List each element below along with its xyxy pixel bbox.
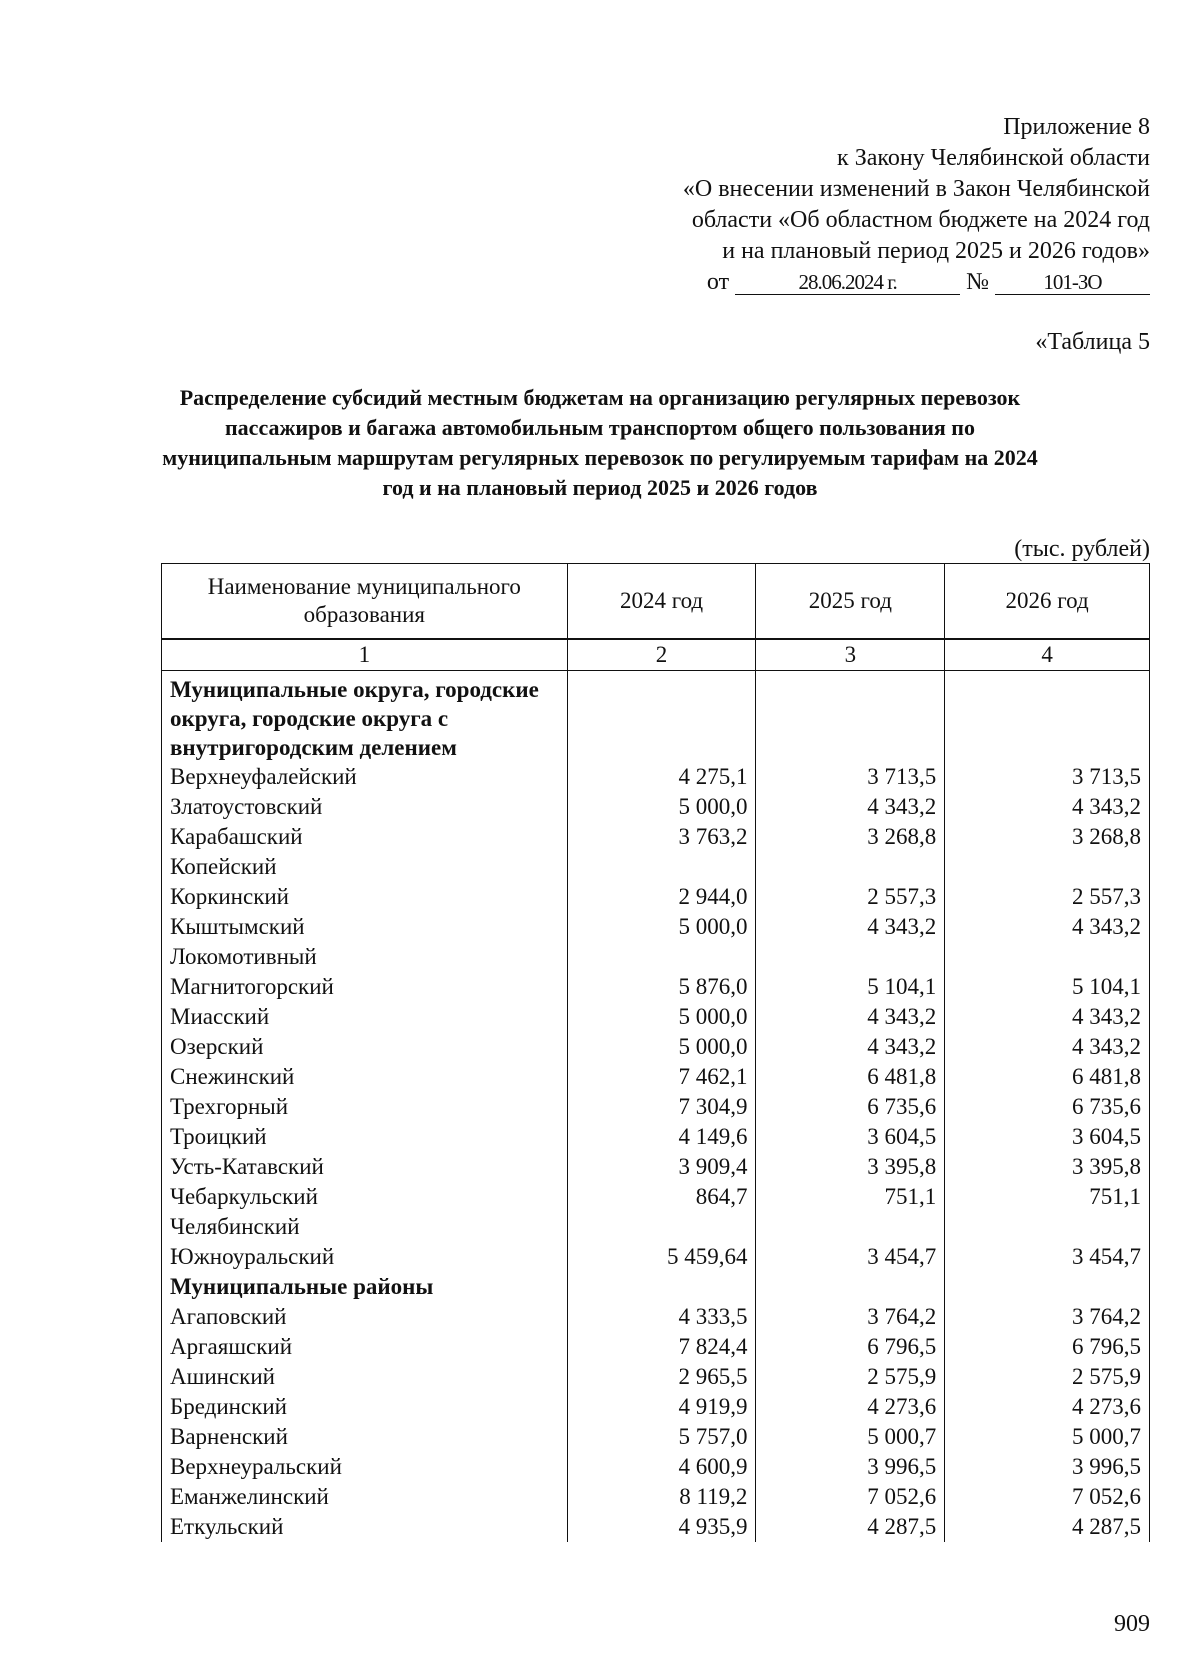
municipality-cell: Агаповский bbox=[162, 1302, 568, 1332]
municipality-cell: Еманжелинский bbox=[162, 1482, 568, 1512]
value-2025-cell: 4 343,2 bbox=[756, 1032, 945, 1062]
municipality-cell: Копейский bbox=[162, 852, 568, 882]
municipality-cell: Трехгорный bbox=[162, 1092, 568, 1122]
value-2025-cell: 3 395,8 bbox=[756, 1152, 945, 1182]
value-2026-cell: 3 268,8 bbox=[945, 822, 1150, 852]
municipality-cell: Аргаяшский bbox=[162, 1332, 568, 1362]
value-2026-cell: 6 735,6 bbox=[945, 1092, 1150, 1122]
value-2026-cell: 4 343,2 bbox=[945, 1032, 1150, 1062]
municipality-cell: Карабашский bbox=[162, 822, 568, 852]
municipality-cell: Миасский bbox=[162, 1002, 568, 1032]
law-number: 101-ЗО bbox=[995, 270, 1150, 295]
value-2024-cell: 5 000,0 bbox=[567, 1032, 756, 1062]
value-2026-cell: 3 713,5 bbox=[945, 762, 1150, 792]
column-header-2024: 2024 год bbox=[567, 564, 756, 640]
value-2026-cell: 4 273,6 bbox=[945, 1392, 1150, 1422]
municipality-cell: Южноуральский bbox=[162, 1242, 568, 1272]
table-row bbox=[162, 1182, 1150, 1212]
value-2024-cell: 4 275,1 bbox=[567, 762, 756, 792]
value-2025-cell: 4 287,5 bbox=[756, 1512, 945, 1542]
value-2025-cell bbox=[756, 671, 945, 763]
municipality-cell: Снежинский bbox=[162, 1062, 568, 1092]
value-2025-cell: 2 557,3 bbox=[756, 882, 945, 912]
table-body bbox=[162, 671, 1150, 1543]
value-2026-cell: 5 000,7 bbox=[945, 1422, 1150, 1452]
municipality-cell: Ашинский bbox=[162, 1362, 568, 1392]
table-row bbox=[162, 1392, 1150, 1422]
appendix-header bbox=[590, 112, 1150, 298]
law-date: 28.06.2024 г. bbox=[735, 270, 960, 295]
value-2025-cell: 3 268,8 bbox=[756, 822, 945, 852]
value-2026-cell: 5 104,1 bbox=[945, 972, 1150, 1002]
value-2026-cell: 3 764,2 bbox=[945, 1302, 1150, 1332]
appendix-date-line bbox=[590, 267, 1150, 298]
value-2025-cell bbox=[756, 1212, 945, 1242]
value-2026-cell: 751,1 bbox=[945, 1182, 1150, 1212]
table-row bbox=[162, 972, 1150, 1002]
value-2026-cell: 6 796,5 bbox=[945, 1332, 1150, 1362]
table-group-row bbox=[162, 671, 1150, 763]
value-2024-cell bbox=[567, 1212, 756, 1242]
table-row bbox=[162, 1212, 1150, 1242]
value-2026-cell bbox=[945, 671, 1150, 763]
value-2024-cell bbox=[567, 852, 756, 882]
value-2025-cell: 5 104,1 bbox=[756, 972, 945, 1002]
appendix-law-name-3: и на плановый период 2025 и 2026 годов» bbox=[722, 238, 1150, 264]
table-row bbox=[162, 1062, 1150, 1092]
municipality-cell: Брединский bbox=[162, 1392, 568, 1422]
value-2024-cell bbox=[567, 1272, 756, 1302]
table-row bbox=[162, 822, 1150, 852]
value-2024-cell: 4 600,9 bbox=[567, 1452, 756, 1482]
value-2026-cell bbox=[945, 942, 1150, 972]
value-2024-cell bbox=[567, 942, 756, 972]
municipality-cell: Троицкий bbox=[162, 1122, 568, 1152]
table-header-row bbox=[162, 564, 1150, 640]
value-2025-cell: 3 764,2 bbox=[756, 1302, 945, 1332]
value-2024-cell: 8 119,2 bbox=[567, 1482, 756, 1512]
value-2024-cell: 7 824,4 bbox=[567, 1332, 756, 1362]
column-number: 3 bbox=[756, 639, 945, 671]
municipality-cell: Еткульский bbox=[162, 1512, 568, 1542]
value-2026-cell: 6 481,8 bbox=[945, 1062, 1150, 1092]
value-2024-cell: 5 459,64 bbox=[567, 1242, 756, 1272]
table-row bbox=[162, 1122, 1150, 1152]
municipality-cell: Коркинский bbox=[162, 882, 568, 912]
units-label: (тыс. рублей) bbox=[1014, 536, 1150, 562]
table-group-row bbox=[162, 1272, 1150, 1302]
table-row bbox=[162, 1422, 1150, 1452]
value-2025-cell: 2 575,9 bbox=[756, 1362, 945, 1392]
value-2024-cell: 4 149,6 bbox=[567, 1122, 756, 1152]
value-2025-cell: 3 713,5 bbox=[756, 762, 945, 792]
table-row bbox=[162, 1482, 1150, 1512]
value-2026-cell: 3 454,7 bbox=[945, 1242, 1150, 1272]
value-2026-cell: 2 557,3 bbox=[945, 882, 1150, 912]
value-2025-cell: 3 454,7 bbox=[756, 1242, 945, 1272]
table-row bbox=[162, 1332, 1150, 1362]
municipality-cell: Усть-Катавский bbox=[162, 1152, 568, 1182]
value-2026-cell: 3 604,5 bbox=[945, 1122, 1150, 1152]
municipality-cell: Варненский bbox=[162, 1422, 568, 1452]
table-row bbox=[162, 1152, 1150, 1182]
municipality-cell: Локомотивный bbox=[162, 942, 568, 972]
value-2025-cell bbox=[756, 852, 945, 882]
value-2024-cell: 5 000,0 bbox=[567, 1002, 756, 1032]
value-2024-cell: 2 965,5 bbox=[567, 1362, 756, 1392]
column-header-municipality: Наименование муниципального образования bbox=[162, 564, 568, 640]
municipality-cell: Муниципальные районы bbox=[162, 1272, 568, 1302]
municipality-cell: Кыштымский bbox=[162, 912, 568, 942]
municipality-cell: Магнитогорский bbox=[162, 972, 568, 1002]
municipality-cell: Муниципальные округа, городские округа, городские округа с внутригородским делением bbox=[162, 671, 568, 763]
value-2025-cell: 4 273,6 bbox=[756, 1392, 945, 1422]
municipality-cell: Челябинский bbox=[162, 1212, 568, 1242]
value-2025-cell: 7 052,6 bbox=[756, 1482, 945, 1512]
table-row bbox=[162, 912, 1150, 942]
value-2024-cell: 4 333,5 bbox=[567, 1302, 756, 1332]
municipality-cell: Верхнеуральский bbox=[162, 1452, 568, 1482]
value-2024-cell bbox=[567, 671, 756, 763]
value-2025-cell: 4 343,2 bbox=[756, 792, 945, 822]
value-2025-cell bbox=[756, 942, 945, 972]
table-row bbox=[162, 1032, 1150, 1062]
value-2024-cell: 3 909,4 bbox=[567, 1152, 756, 1182]
value-2026-cell bbox=[945, 1272, 1150, 1302]
appendix-law-ref: к Закону Челябинской области bbox=[837, 145, 1150, 171]
value-2025-cell: 6 796,5 bbox=[756, 1332, 945, 1362]
value-2025-cell: 4 343,2 bbox=[756, 912, 945, 942]
value-2026-cell: 4 343,2 bbox=[945, 912, 1150, 942]
table-row bbox=[162, 762, 1150, 792]
value-2024-cell: 5 757,0 bbox=[567, 1422, 756, 1452]
value-2024-cell: 4 919,9 bbox=[567, 1392, 756, 1422]
column-number: 4 bbox=[945, 639, 1150, 671]
value-2024-cell: 5 876,0 bbox=[567, 972, 756, 1002]
municipality-cell: Чебаркульский bbox=[162, 1182, 568, 1212]
value-2024-cell: 4 935,9 bbox=[567, 1512, 756, 1542]
value-2026-cell: 4 343,2 bbox=[945, 792, 1150, 822]
column-header-2026: 2026 год bbox=[945, 564, 1150, 640]
table-row bbox=[162, 1362, 1150, 1392]
value-2025-cell: 3 604,5 bbox=[756, 1122, 945, 1152]
table-row bbox=[162, 1302, 1150, 1332]
table-row bbox=[162, 882, 1150, 912]
column-number: 1 bbox=[162, 639, 568, 671]
value-2024-cell: 5 000,0 bbox=[567, 912, 756, 942]
column-header-2025: 2025 год bbox=[756, 564, 945, 640]
value-2024-cell: 5 000,0 bbox=[567, 792, 756, 822]
table-label: «Таблица 5 bbox=[1035, 329, 1150, 355]
table-row bbox=[162, 792, 1150, 822]
value-2025-cell: 6 735,6 bbox=[756, 1092, 945, 1122]
value-2025-cell: 3 996,5 bbox=[756, 1452, 945, 1482]
municipality-cell: Озерский bbox=[162, 1032, 568, 1062]
value-2026-cell: 7 052,6 bbox=[945, 1482, 1150, 1512]
value-2026-cell: 4 287,5 bbox=[945, 1512, 1150, 1542]
value-2025-cell bbox=[756, 1272, 945, 1302]
value-2026-cell: 3 395,8 bbox=[945, 1152, 1150, 1182]
table-row bbox=[162, 1092, 1150, 1122]
value-2024-cell: 864,7 bbox=[567, 1182, 756, 1212]
value-2026-cell bbox=[945, 852, 1150, 882]
value-2025-cell: 5 000,7 bbox=[756, 1422, 945, 1452]
date-prefix: от bbox=[706, 269, 730, 295]
subsidy-table bbox=[161, 563, 1150, 1542]
value-2024-cell: 3 763,2 bbox=[567, 822, 756, 852]
table-row bbox=[162, 1452, 1150, 1482]
value-2024-cell: 7 462,1 bbox=[567, 1062, 756, 1092]
value-2025-cell: 6 481,8 bbox=[756, 1062, 945, 1092]
table-row bbox=[162, 852, 1150, 882]
appendix-law-name-1: «О внесении изменений в Закон Челябинской bbox=[682, 176, 1150, 202]
value-2026-cell: 4 343,2 bbox=[945, 1002, 1150, 1032]
table-row bbox=[162, 1002, 1150, 1032]
municipality-cell: Златоустовский bbox=[162, 792, 568, 822]
value-2025-cell: 751,1 bbox=[756, 1182, 945, 1212]
value-2025-cell: 4 343,2 bbox=[756, 1002, 945, 1032]
appendix-law-name-2: области «Об областном бюджете на 2024 год bbox=[691, 207, 1150, 233]
value-2026-cell: 2 575,9 bbox=[945, 1362, 1150, 1392]
page-number: 909 bbox=[1114, 1611, 1150, 1637]
table-row bbox=[162, 1512, 1150, 1542]
municipality-cell: Верхнеуфалейский bbox=[162, 762, 568, 792]
column-number: 2 bbox=[567, 639, 756, 671]
document-title: Распределение субсидий местным бюджетам на организацию регулярных перевозок пассажиров и багажа автомобильным транспортом общего пользования по муниципальным маршрутам регулярных перевозок по регулируемым тарифам на 2024 год и на плановый период 2025 и 2026 годов bbox=[162, 385, 1038, 500]
table-row bbox=[162, 942, 1150, 972]
appendix-title: Приложение 8 bbox=[1003, 114, 1150, 140]
number-prefix: № bbox=[966, 269, 989, 295]
value-2026-cell bbox=[945, 1212, 1150, 1242]
table-row bbox=[162, 1242, 1150, 1272]
value-2024-cell: 7 304,9 bbox=[567, 1092, 756, 1122]
column-number-row bbox=[162, 639, 1150, 671]
value-2026-cell: 3 996,5 bbox=[945, 1452, 1150, 1482]
value-2024-cell: 2 944,0 bbox=[567, 882, 756, 912]
